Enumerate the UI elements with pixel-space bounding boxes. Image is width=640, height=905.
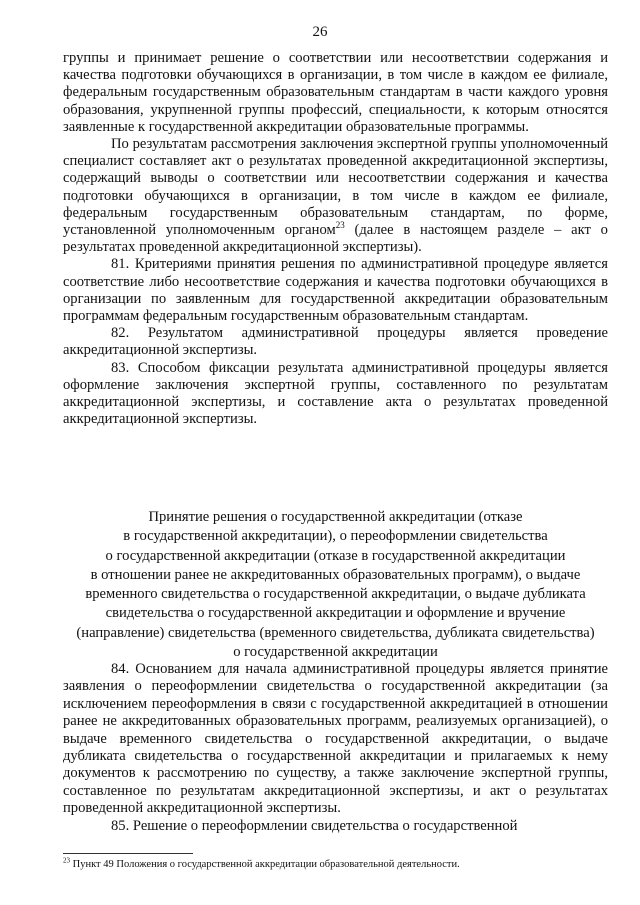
heading-line: о государственной аккредитации [233, 644, 438, 661]
footnote-number: 23 [63, 856, 70, 865]
section-heading [63, 508, 608, 662]
footnote-ref[interactable]: 23 [335, 220, 345, 231]
footnote-text: Пункт 49 Положения о государственной аккредитации образовательной деятельности. [70, 859, 460, 870]
body-text-top [63, 50, 608, 428]
paragraph-83: 83. Способом фиксации результата административной процедуры является оформление заключения экспертной группы, составленного по результатам аккредитационной экспертизы, и составление акта о результатах проведенной аккредитационной экспертизы. [63, 359, 608, 428]
paragraph-81: 81. Критериями принятия решения по административной процедуре является соответствие либо несоответствие содержания и качества подготовки обучающихся в организации по заявленным для государственной аккредитации образовательным программам федеральным государственным образовательным стандартам. [63, 256, 608, 325]
heading-line: в отношении ранее не аккредитованных образовательных программ), о выдаче [90, 566, 581, 583]
heading-line: Принятие решения о государственной аккредитации (отказе [148, 509, 523, 525]
paragraph-84: 84. Основанием для начала административной процедуры является принятие заявления о переоформлении свидетельства о государственной аккредитации (за исключением переоформления в связи с государственной аккредитацией в отношении ранее не аккредитованных образовательных программ, реализуемых организацией), о выдаче временного свидетельства о государственной аккредитации, о выдаче дубликата свидетельства о государственной аккредитации и прилагаемых к нему документов к рассмотрению по существу, а также заключение экспертной группы, составленное по результатам аккредитационной экспертизы, и акт о результатах проведенной аккредитационной экспертизы. [63, 661, 608, 817]
footnote-divider [63, 853, 193, 854]
paragraph-82: 82. Результатом административной процедуры является проведение аккредитационной экспертизы. [63, 325, 608, 359]
paragraph-results [63, 136, 608, 256]
paragraph-continued: группы и принимает решение о соответствии или несоответствии содержания и качества подготовки обучающихся в организации, в том числе в каждом ее филиале, федеральным государственным образовательным стандартам в части каждого уровня образования, укрупненной группы профессий, специальности, к которым относятся заявленные к государственной аккредитации образовательные программы. [63, 50, 608, 135]
paragraph-results-part-a: По результатам рассмотрения заключения экспертной группы уполномоченный специалист составляет акт о результатах проведенной аккредитационной экспертизы, содержащий выводы о соответствии или несоответствии содержания и качества подготовки обучающихся в организации, в том числе в каждом ее филиале, федеральным государственным образовательным стандартам, по форме, установленной уполномоченным органом [63, 136, 608, 239]
heading-line: (направление) свидетельства (временного свидетельства, дубликата свидетельства) [76, 624, 595, 641]
heading-line: о государственной аккредитации (отказе в государственной аккредитации [105, 547, 566, 564]
heading-line: временного свидетельства о государственной аккредитации, о выдаче дубликата [85, 586, 586, 603]
paragraph-results-part-b: (далее в настоящем разделе – акт о результатах проведенной аккредитационной экспертизы). [63, 222, 608, 256]
paragraph-85: 85. Решение о переоформлении свидетельства о государственной [111, 817, 518, 834]
heading-line: в государственной аккредитации), о переоформлении свидетельства [123, 528, 548, 545]
body-text-bottom [63, 661, 608, 835]
heading-line: свидетельства о государственной аккредитации и оформление и вручение [105, 605, 566, 622]
footnote [63, 858, 608, 871]
page-number: 26 [312, 24, 328, 40]
